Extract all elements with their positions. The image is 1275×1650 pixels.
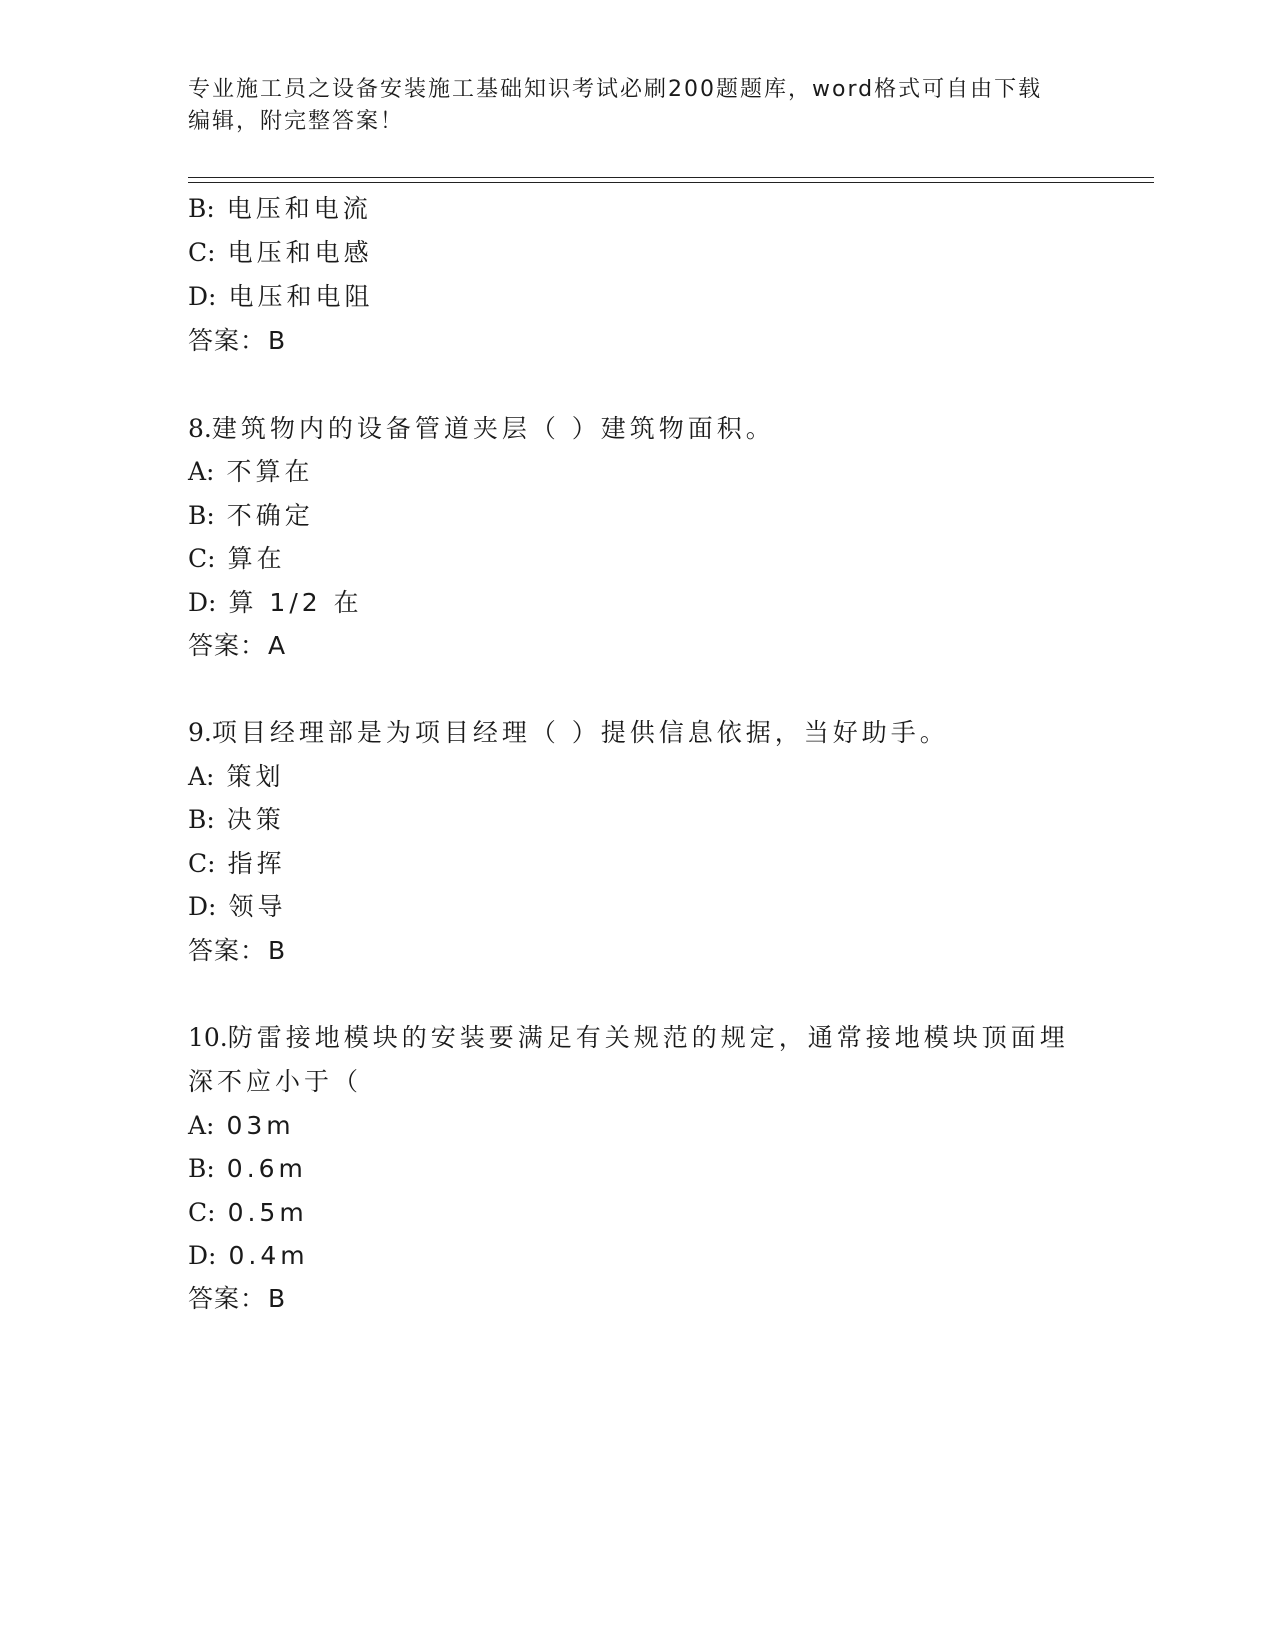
q7-option-b — [188, 192, 372, 226]
option-text: 0.5m — [227, 1198, 308, 1227]
question-number: 8. — [188, 414, 212, 443]
option-text: 0.4m — [228, 1241, 309, 1270]
document-header — [188, 74, 1088, 138]
option-key: A: — [188, 457, 215, 486]
q9-option-b — [188, 803, 285, 837]
q7-option-c — [188, 236, 373, 270]
option-text: 03m — [226, 1111, 295, 1140]
option-text: 电压和电阻 — [228, 282, 374, 311]
q8-option-d — [188, 586, 363, 620]
q10-stem-line-1 — [188, 1021, 1069, 1055]
answer-value: A — [268, 631, 287, 660]
answer-value: B — [268, 936, 287, 965]
option-text: 电压和电流 — [226, 194, 372, 223]
option-key: D: — [188, 588, 217, 617]
answer-value: B — [268, 1284, 287, 1313]
option-key: C: — [188, 544, 216, 573]
question-number: 10. — [188, 1023, 228, 1052]
option-text: 算 1/2 在 — [228, 588, 363, 617]
option-text: 策划 — [226, 762, 285, 791]
option-text: 电压和电感 — [227, 238, 373, 267]
q9-option-c — [188, 847, 286, 881]
q7-answer — [188, 324, 286, 358]
option-text: 不确定 — [226, 501, 314, 530]
q8-option-b — [188, 499, 314, 533]
q8-option-c — [188, 542, 286, 576]
option-key: C: — [188, 238, 216, 267]
option-key: C: — [188, 1198, 216, 1227]
answer-value: B — [268, 326, 287, 355]
option-key: A: — [188, 762, 215, 791]
q9-option-d — [188, 890, 286, 924]
q10-option-c — [188, 1196, 308, 1230]
q10-option-d — [188, 1239, 309, 1273]
answer-label: 答案： — [188, 936, 267, 965]
option-key: A: — [188, 1111, 215, 1140]
answer-label: 答案： — [188, 631, 267, 660]
option-text: 不算在 — [226, 457, 314, 486]
question-text: 项目经理部是为项目经理（ ）提供信息依据，当好助手。 — [211, 718, 949, 747]
question-number: 9. — [188, 718, 212, 747]
q10-option-a — [188, 1109, 295, 1143]
q8-answer — [188, 629, 286, 663]
header-line-2: 编辑，附完整答案！ — [188, 109, 405, 134]
q9-stem — [188, 716, 949, 750]
option-text: 决策 — [226, 805, 285, 834]
option-key: B: — [188, 501, 215, 530]
q8-stem — [188, 412, 775, 446]
q10-answer — [188, 1282, 286, 1316]
question-text-continued: 深不应小于（ — [188, 1067, 363, 1096]
question-text: 建筑物内的设备管道夹层（ ）建筑物面积。 — [211, 414, 775, 443]
option-key: D: — [188, 282, 217, 311]
header-divider-top — [188, 177, 1154, 178]
option-key: B: — [188, 805, 215, 834]
answer-label: 答案： — [188, 326, 267, 355]
option-text: 指挥 — [227, 849, 286, 878]
option-text: 0.6m — [226, 1154, 307, 1183]
q10-option-b — [188, 1152, 307, 1186]
option-key: B: — [188, 1154, 215, 1183]
option-key: D: — [188, 892, 217, 921]
option-key: B: — [188, 194, 215, 223]
option-key: D: — [188, 1241, 217, 1270]
option-text: 算在 — [227, 544, 286, 573]
q9-answer — [188, 934, 286, 968]
question-text: 防雷接地模块的安装要满足有关规范的规定，通常接地模块顶面埋 — [227, 1023, 1069, 1052]
header-line-1: 专业施工员之设备安装施工基础知识考试必刷200题题库，word格式可自由下载 — [188, 77, 1043, 102]
q7-option-d — [188, 280, 373, 314]
header-divider-bottom — [188, 182, 1154, 183]
option-text: 领导 — [228, 892, 287, 921]
answer-label: 答案： — [188, 1284, 267, 1313]
q10-stem-line-2 — [188, 1065, 362, 1099]
q9-option-a — [188, 760, 285, 794]
q8-option-a — [188, 455, 314, 489]
option-key: C: — [188, 849, 216, 878]
